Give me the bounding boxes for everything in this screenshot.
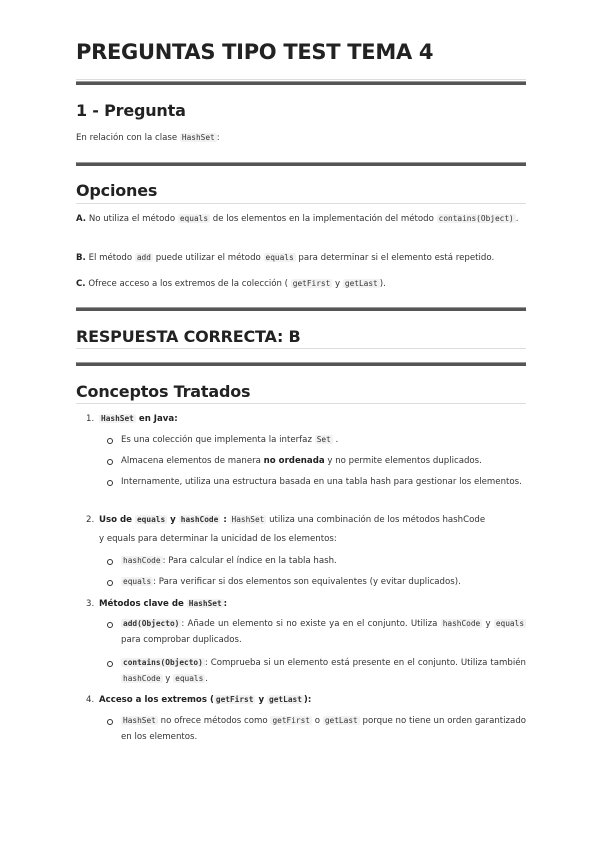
- option-b-letter: B.: [76, 253, 86, 263]
- list-item-code: getLast: [324, 716, 358, 725]
- concept-2-text: y equals para determinar la unicidad de los elementos:: [99, 534, 337, 544]
- list-item-text: y no permite elementos duplicados.: [327, 456, 482, 466]
- list-item-code: equals: [175, 674, 204, 683]
- bullet-icon: [107, 719, 114, 726]
- answer-heading: RESPUESTA CORRECTA: B: [76, 327, 301, 346]
- concept-3-code: HashSet: [188, 599, 222, 608]
- list-number: 1.: [86, 414, 95, 424]
- concept-2-code: equals: [136, 515, 166, 524]
- list-item-text: Es una colección que implementa la interfaz: [121, 435, 312, 445]
- section-divider: [76, 307, 526, 311]
- heading-underline: [76, 403, 526, 404]
- option-a-text: de los elementos en la implementación del método: [212, 214, 434, 224]
- list-item-code: add(Objecto): [123, 619, 180, 628]
- heading-underline: [76, 348, 526, 349]
- concept-4-title-text: ):: [303, 695, 312, 705]
- option-c-text: Ofrece acceso a los extremos de la colección (: [88, 279, 289, 289]
- option-a-text: No utiliza el método: [88, 214, 176, 224]
- option-c-code: getFirst: [292, 279, 331, 288]
- concept-3-title: [99, 596, 526, 612]
- list-item: [121, 574, 526, 590]
- list-item-code: hashCode: [123, 556, 161, 565]
- option-c-code: getLast: [344, 279, 378, 288]
- option-a-code: contains(Object): [438, 214, 514, 223]
- bullet-icon: [107, 480, 114, 487]
- concept-1-code: HashSet: [101, 414, 134, 423]
- option-b-text: El método: [88, 253, 133, 263]
- list-item-code: getFirst: [272, 716, 311, 725]
- bullet-icon: [107, 459, 114, 466]
- option-c: [76, 276, 526, 292]
- option-a-letter: A.: [76, 214, 87, 224]
- list-number: 3.: [86, 599, 95, 609]
- list-item-text: : Para verificar si dos elementos son equivalentes (y evitar duplicados).: [153, 577, 461, 587]
- concept-2-title-text: y: [170, 515, 176, 525]
- question-text-post: :: [216, 133, 220, 143]
- question-text: [76, 130, 526, 146]
- section-divider: [76, 362, 526, 366]
- option-a: [76, 211, 526, 227]
- concept-4-title-text: y: [258, 695, 265, 705]
- option-c-text: y: [335, 279, 341, 289]
- list-item: [121, 553, 526, 569]
- options-heading: Opciones: [76, 181, 158, 200]
- heading-underline: [76, 203, 526, 204]
- option-b: [76, 250, 526, 266]
- list-item-code: equals: [123, 577, 152, 586]
- list-item-text: no ofrece métodos como: [160, 716, 268, 726]
- concept-2-code: hashCode: [180, 515, 219, 524]
- bullet-icon: [107, 622, 114, 629]
- list-item-text: y: [485, 619, 491, 629]
- option-b-code: add: [136, 253, 151, 262]
- list-item: [121, 453, 526, 469]
- bullet-icon: [107, 580, 114, 587]
- list-item-code: hashCode: [442, 619, 481, 628]
- list-item: [121, 432, 526, 448]
- section-divider: [76, 81, 526, 85]
- question-code: HashSet: [181, 133, 215, 142]
- list-number: 2.: [86, 515, 95, 525]
- concept-2-text: utiliza una combinación de los métodos hashCode: [269, 515, 486, 525]
- list-item: [121, 616, 526, 648]
- option-b-text: para determinar si el elemento está repetido.: [298, 253, 495, 263]
- bullet-icon: [107, 661, 114, 668]
- list-item-code: contains(Objecto): [123, 658, 203, 667]
- option-b-text: puede utilizar el método: [155, 253, 261, 263]
- list-item-code: HashSet: [123, 716, 156, 725]
- concept-1-title-text: en Java:: [138, 414, 178, 424]
- list-item-text: : Para calcular el índice en la tabla hash.: [162, 556, 337, 566]
- list-item-code: hashCode: [123, 674, 161, 683]
- concept-1-title: [99, 411, 526, 427]
- list-item-text: o: [314, 716, 321, 726]
- question-text-pre: En relación con la clase: [76, 133, 178, 143]
- concept-2-title-text: :: [223, 515, 227, 525]
- list-item-text: porque no tiene un orden garantizado en los elementos.: [121, 716, 527, 742]
- list-item-text: Almacena elementos de manera: [121, 456, 261, 466]
- option-a-code: equals: [179, 214, 209, 223]
- bullet-icon: [107, 559, 114, 566]
- list-item-bold: no ordenada: [263, 456, 325, 466]
- title-underline: [76, 79, 526, 80]
- list-item: [121, 655, 526, 687]
- list-item-text: para comprobar duplicados.: [121, 635, 242, 645]
- list-item-text: : Añade un elemento si no existe ya en el conjunto. Utiliza: [181, 619, 438, 629]
- option-b-code: equals: [265, 253, 294, 262]
- concept-3-title-text: Métodos clave de: [99, 599, 184, 609]
- list-item-text: y: [165, 674, 171, 684]
- list-item-code: Set: [316, 435, 331, 444]
- page-title: PREGUNTAS TIPO TEST TEMA 4: [76, 40, 434, 64]
- concept-2-title-text: Uso de: [99, 515, 132, 525]
- concept-3-title-text: :: [223, 599, 228, 609]
- list-item-text: : Comprueba si un elemento está presente en el conjunto. Utiliza también: [204, 658, 526, 668]
- concepts-heading: Conceptos Tratados: [76, 382, 251, 401]
- question-heading: 1 - Pregunta: [76, 101, 186, 120]
- concept-2-title: [99, 512, 526, 528]
- concept-4-title-text: Acceso a los extremos (: [99, 695, 214, 705]
- section-divider: [76, 162, 526, 166]
- list-item-text: .: [205, 674, 209, 684]
- option-c-letter: C.: [76, 279, 86, 289]
- list-item: Internamente, utiliza una estructura basada en una tabla hash para gestionar los elementos.: [121, 477, 522, 487]
- concept-2-code: HashSet: [231, 515, 265, 524]
- list-item-code: equals: [495, 619, 525, 628]
- bullet-icon: [107, 438, 114, 445]
- list-item: [121, 713, 526, 745]
- list-number: 4.: [86, 695, 95, 705]
- concept-4-code: getLast: [269, 695, 302, 704]
- list-item-text: .: [335, 435, 339, 445]
- option-c-text: ).: [379, 279, 386, 289]
- concept-4-title: [99, 692, 526, 708]
- option-a-text: .: [515, 214, 519, 224]
- concept-4-code: getFirst: [215, 695, 254, 704]
